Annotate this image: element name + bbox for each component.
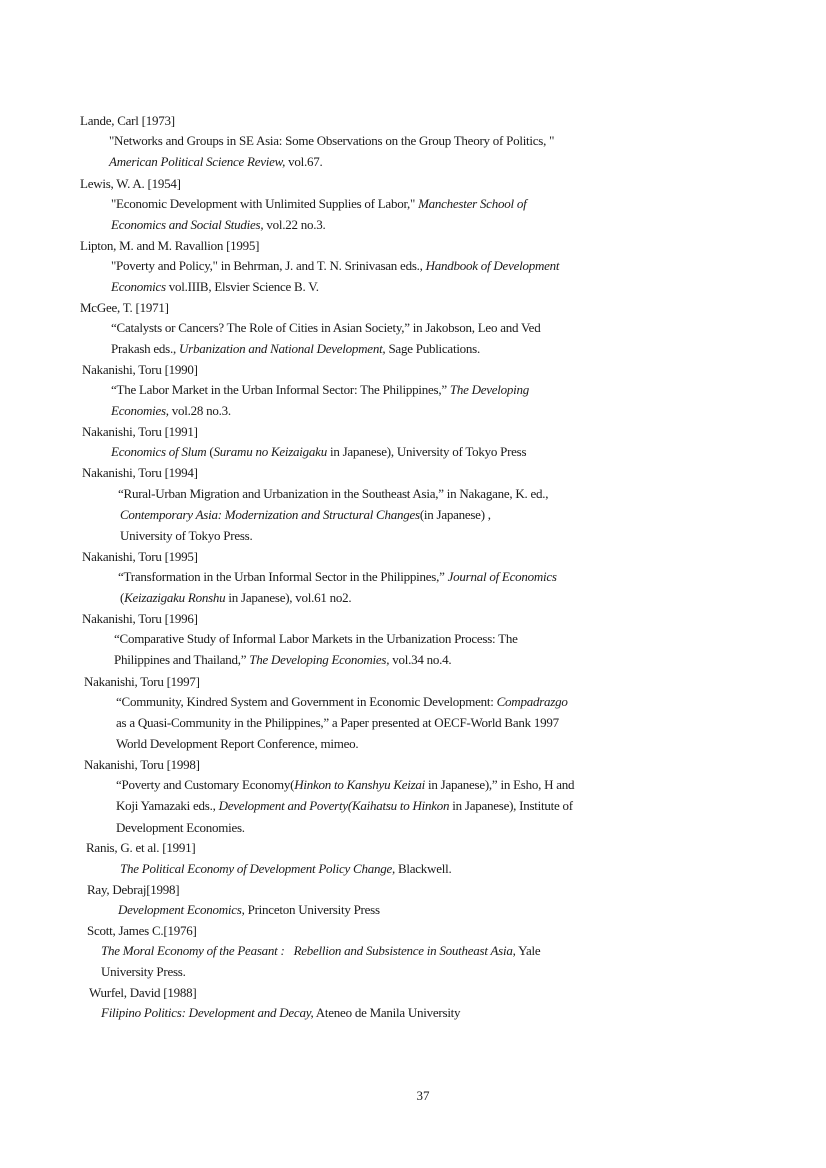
reference-line [114, 631, 518, 647]
italic-text: Manchester School of [418, 196, 527, 211]
italic-text: Journal of Economics [447, 569, 557, 584]
text-segment: Nakanishi, Toru [1990] [82, 362, 198, 377]
reference-line [82, 424, 198, 440]
text-segment: vol.67. [285, 154, 323, 169]
text-segment: University of Tokyo Press. [120, 528, 253, 543]
reference-line [116, 777, 574, 793]
text-segment: “Rural-Urban Migration and Urbanization in the Southeast Asia,” in Nakagane, K. ed., [118, 486, 549, 501]
text-segment: Princeton University Press [244, 902, 380, 917]
italic-text: The Political Economy of Development Policy Change, [120, 861, 395, 876]
reference-line [111, 382, 529, 398]
reference-line [116, 694, 568, 710]
text-segment: Lewis, W. A. [1954] [80, 176, 181, 191]
text-segment: Philippines and Thailand,” [114, 652, 250, 667]
italic-text: Development and Poverty(Kaihatsu to Hinkon [218, 798, 450, 813]
text-segment: (in Japanese) , [419, 507, 491, 522]
text-segment: as a Quasi-Community in the Philippines,” a Paper presented at OECF-World Bank 1997 [116, 715, 559, 730]
italic-text: Contemporary Asia: Modernization and Structural Changes [120, 507, 420, 522]
reference-line [84, 757, 200, 773]
text-segment: University Press. [101, 964, 186, 979]
reference-line [120, 528, 252, 544]
text-segment: Lande, Carl [1973] [80, 113, 175, 128]
text-segment: Ray, Debraj[1998] [87, 882, 180, 897]
reference-line [84, 674, 200, 690]
reference-line [80, 113, 175, 129]
reference-line [109, 154, 322, 170]
text-segment: Nakanishi, Toru [1995] [82, 549, 198, 564]
reference-line [116, 736, 358, 752]
reference-line [82, 611, 198, 627]
text-segment: in Japanese), vol.61 no2. [225, 590, 352, 605]
text-segment: Ateneo de Manila University [313, 1005, 461, 1020]
reference-line [101, 943, 540, 959]
italic-text: Economics of Slum [111, 444, 207, 459]
text-segment: "Poverty and Policy," in Behrman, J. and T. N. Srinivasan eds., [111, 258, 426, 273]
italic-text: The Developing [449, 382, 530, 397]
italic-text: Economics [111, 279, 166, 294]
reference-line [86, 840, 195, 856]
italic-text: Compadrazgo [496, 694, 568, 709]
reference-line [111, 403, 231, 419]
text-segment: in Japanese),” in Esho, H and [425, 777, 575, 792]
italic-text: Hinkon to Kanshyu Keizai [294, 777, 426, 792]
text-segment: Wurfel, David [1988] [89, 985, 197, 1000]
reference-line [118, 486, 548, 502]
text-segment: vol.28 no.3. [168, 403, 231, 418]
reference-line [87, 923, 197, 939]
reference-line [111, 196, 526, 212]
reference-line [89, 985, 196, 1001]
reference-line [116, 798, 573, 814]
reference-line [111, 444, 526, 460]
text-segment: in Japanese), Institute of [449, 798, 573, 813]
text-segment: World Development Report Conference, mimeo. [116, 736, 359, 751]
text-segment: ( [206, 444, 214, 459]
text-segment: “Transformation in the Urban Informal Sector in the Philippines,” [118, 569, 448, 584]
italic-text: Handbook of Development [425, 258, 560, 273]
text-segment: Nakanishi, Toru [1997] [84, 674, 200, 689]
text-segment: Nakanishi, Toru [1994] [82, 465, 198, 480]
text-segment: “Catalysts or Cancers? The Role of Cities in Asian Society,” in Jakobson, Leo and Ved [111, 320, 541, 335]
text-segment: vol.IIIB, Elsvier Science B. V. [165, 279, 319, 294]
reference-line [80, 300, 169, 316]
text-segment: Lipton, M. and M. Ravallion [1995] [80, 238, 260, 253]
reference-line [80, 238, 259, 254]
text-segment: ( [120, 590, 125, 605]
reference-line [109, 133, 554, 149]
italic-text: Development Economics, [118, 902, 245, 917]
italic-text: Urbanization and National Development, [179, 341, 386, 356]
text-segment: Nakanishi, Toru [1998] [84, 757, 200, 772]
italic-text: Economies, [111, 403, 169, 418]
italic-text: American Political Science Review, [109, 154, 286, 169]
reference-line [111, 217, 325, 233]
text-segment: Nakanishi, Toru [1996] [82, 611, 198, 626]
text-segment: "Economic Development with Unlimited Supplies of Labor," [111, 196, 419, 211]
text-segment: in Japanese), University of Tokyo Press [326, 444, 527, 459]
text-segment: “Comparative Study of Informal Labor Markets in the Urbanization Process: The [114, 631, 518, 646]
reference-line [118, 902, 380, 918]
reference-line [114, 652, 451, 668]
text-segment: “Community, Kindred System and Government in Economic Development: [116, 694, 497, 709]
reference-line [111, 258, 559, 274]
reference-line [82, 549, 198, 565]
text-segment: Scott, James C.[1976] [87, 923, 197, 938]
reference-line [120, 590, 351, 606]
italic-text: Suramu no Keizaigaku [213, 444, 327, 459]
reference-line [87, 882, 179, 898]
reference-line [111, 341, 480, 357]
reference-line [118, 569, 557, 585]
italic-text: Keizazigaku Ronshu [124, 590, 226, 605]
italic-text: The Developing Economies, [249, 652, 390, 667]
text-segment: Koji Yamazaki eds., [116, 798, 219, 813]
reference-line [101, 964, 186, 980]
reference-line [80, 176, 181, 192]
italic-text: Filipino Politics: Development and Decay, [101, 1005, 314, 1020]
reference-line [116, 820, 245, 836]
text-segment: Ranis, G. et al. [1991] [86, 840, 196, 855]
page-number: 37 [416, 1088, 430, 1103]
reference-line [120, 507, 491, 523]
reference-line [82, 362, 198, 378]
text-segment: “The Labor Market in the Urban Informal Sector: The Philippines,” [111, 382, 450, 397]
text-segment: Yale [515, 943, 541, 958]
text-segment: Blackwell. [394, 861, 452, 876]
reference-line [116, 715, 559, 731]
text-segment: vol.22 no.3. [263, 217, 326, 232]
italic-text: The Moral Economy of the Peasant : Rebellion and Subsistence in Southeast Asia, [101, 943, 516, 958]
text-segment: "Networks and Groups in SE Asia: Some Observations on the Group Theory of Politics, " [109, 133, 555, 148]
reference-line [111, 279, 319, 295]
text-segment: “Poverty and Customary Economy( [116, 777, 295, 792]
text-segment: McGee, T. [1971] [80, 300, 169, 315]
reference-line [82, 465, 198, 481]
text-segment: Nakanishi, Toru [1991] [82, 424, 198, 439]
reference-line [111, 320, 540, 336]
reference-line [101, 1005, 460, 1021]
text-segment: vol.34 no.4. [389, 652, 452, 667]
text-segment: Development Economies. [116, 820, 245, 835]
italic-text: Economics and Social Studies, [111, 217, 264, 232]
text-segment: Prakash eds., [111, 341, 179, 356]
reference-line [120, 861, 451, 877]
text-segment: Sage Publications. [385, 341, 480, 356]
